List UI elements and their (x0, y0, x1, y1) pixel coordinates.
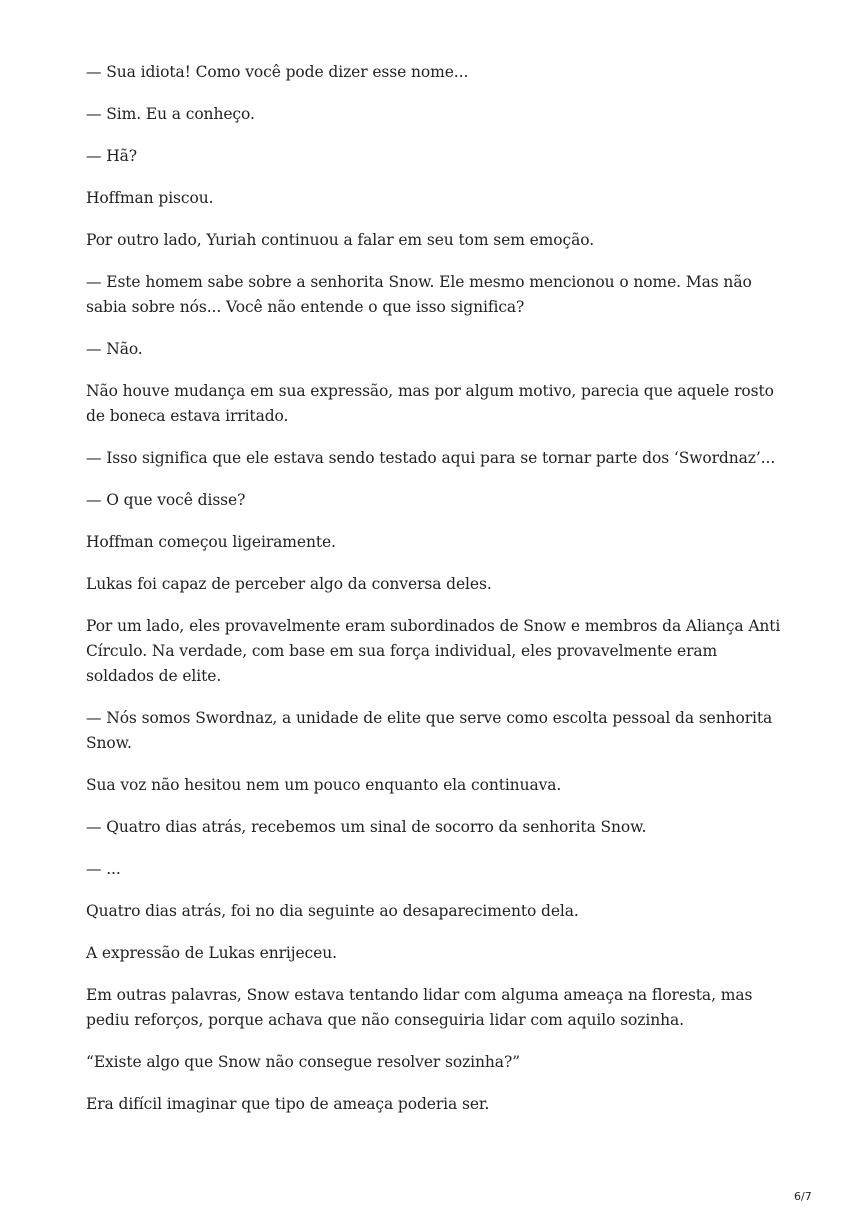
paragraph: “Existe algo que Snow não consegue resolver sozinha?” (86, 1053, 520, 1071)
paragraph: Por outro lado, Yuriah continuou a falar em seu tom sem emoção. (86, 231, 595, 249)
paragraph: Sua voz não hesitou nem um pouco enquanto ela continuava. (86, 776, 562, 794)
paragraph: — O que você disse? (86, 491, 246, 509)
paragraph: — Nós somos Swordnaz, a unidade de elite que serve como escolta pessoal da senhorita Snow. (86, 709, 773, 752)
paragraph: — Não. (86, 340, 143, 358)
paragraph: Por um lado, eles provavelmente eram subordinados de Snow e membros da Aliança Anti Círculo. Na verdade, com base em sua força individual, eles provavelmente eram soldados de elite. (86, 617, 781, 685)
paragraph: Quatro dias atrás, foi no dia seguinte ao desaparecimento dela. (86, 902, 579, 920)
paragraph: — Quatro dias atrás, recebemos um sinal de socorro da senhorita Snow. (86, 818, 647, 836)
paragraph: — Hã? (86, 147, 137, 165)
paragraph: — Sua idiota! Como você pode dizer esse nome... (86, 63, 469, 81)
paragraph: — Este homem sabe sobre a senhorita Snow. Ele mesmo mencionou o nome. Mas não sabia sobre nós... Você não entende o que isso significa? (86, 273, 752, 316)
paragraph: Era difícil imaginar que tipo de ameaça poderia ser. (86, 1095, 490, 1113)
paragraph: Não houve mudança em sua expressão, mas por algum motivo, parecia que aquele rosto de boneca estava irritado. (86, 382, 774, 425)
paragraph: — Sim. Eu a conheço. (86, 105, 255, 123)
paragraph: Em outras palavras, Snow estava tentando lidar com alguma ameaça na floresta, mas pediu reforços, porque achava que não conseguiria lidar com aquilo sozinha. (86, 986, 753, 1029)
paragraph: — ... (86, 860, 121, 878)
page-number: 6/7 (794, 1190, 812, 1203)
paragraph: — Isso significa que ele estava sendo testado aqui para se tornar parte dos ‘Swordnaz’... (86, 449, 776, 467)
paragraph: Hoffman piscou. (86, 189, 214, 207)
paragraph: Hoffman começou ligeiramente. (86, 533, 336, 551)
page-body (86, 60, 786, 1134)
paragraph: Lukas foi capaz de perceber algo da conversa deles. (86, 575, 492, 593)
paragraph: A expressão de Lukas enrijeceu. (86, 944, 337, 962)
